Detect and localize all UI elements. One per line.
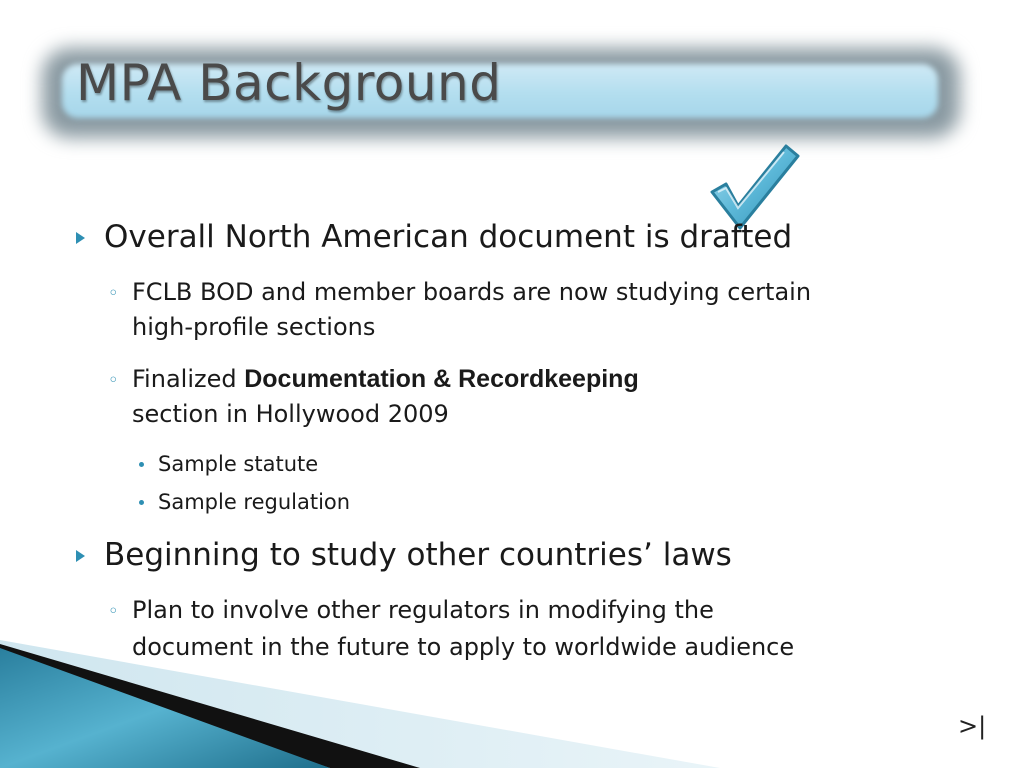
bullet-level1: Beginning to study other countries’ laws <box>104 537 732 573</box>
bullet-level2-line: Plan to involve other regulators in modifying the <box>132 596 714 624</box>
bullet-level2-line: section in Hollywood 2009 <box>132 400 449 428</box>
bullet-level2-line <box>132 362 639 397</box>
last-slide-button[interactable]: >| <box>958 712 987 740</box>
slide-title: MPA Background <box>76 54 502 112</box>
bullet-level2-line: document in the future to apply to worldwide audience <box>132 633 795 661</box>
bullet-level3: Sample regulation <box>158 490 351 514</box>
circle-bullet-icon: ◦ <box>108 601 119 622</box>
bullet-level3: Sample statute <box>158 452 319 476</box>
dot-bullet-icon <box>139 500 144 505</box>
bullet-level2-line: high-profile sections <box>132 313 376 341</box>
bullet-level1: Overall North American document is drafted <box>104 219 793 255</box>
triangle-bullet-icon <box>76 550 85 562</box>
circle-bullet-icon: ◦ <box>108 370 119 391</box>
bullet-text-bold: Documentation & Recordkeeping <box>244 365 639 393</box>
bullet-text-prefix: Finalized <box>132 365 245 393</box>
dot-bullet-icon <box>139 462 144 467</box>
circle-bullet-icon: ◦ <box>108 283 119 304</box>
bullet-level2-line: FCLB BOD and member boards are now studying certain <box>132 278 812 306</box>
triangle-bullet-icon <box>76 232 85 244</box>
